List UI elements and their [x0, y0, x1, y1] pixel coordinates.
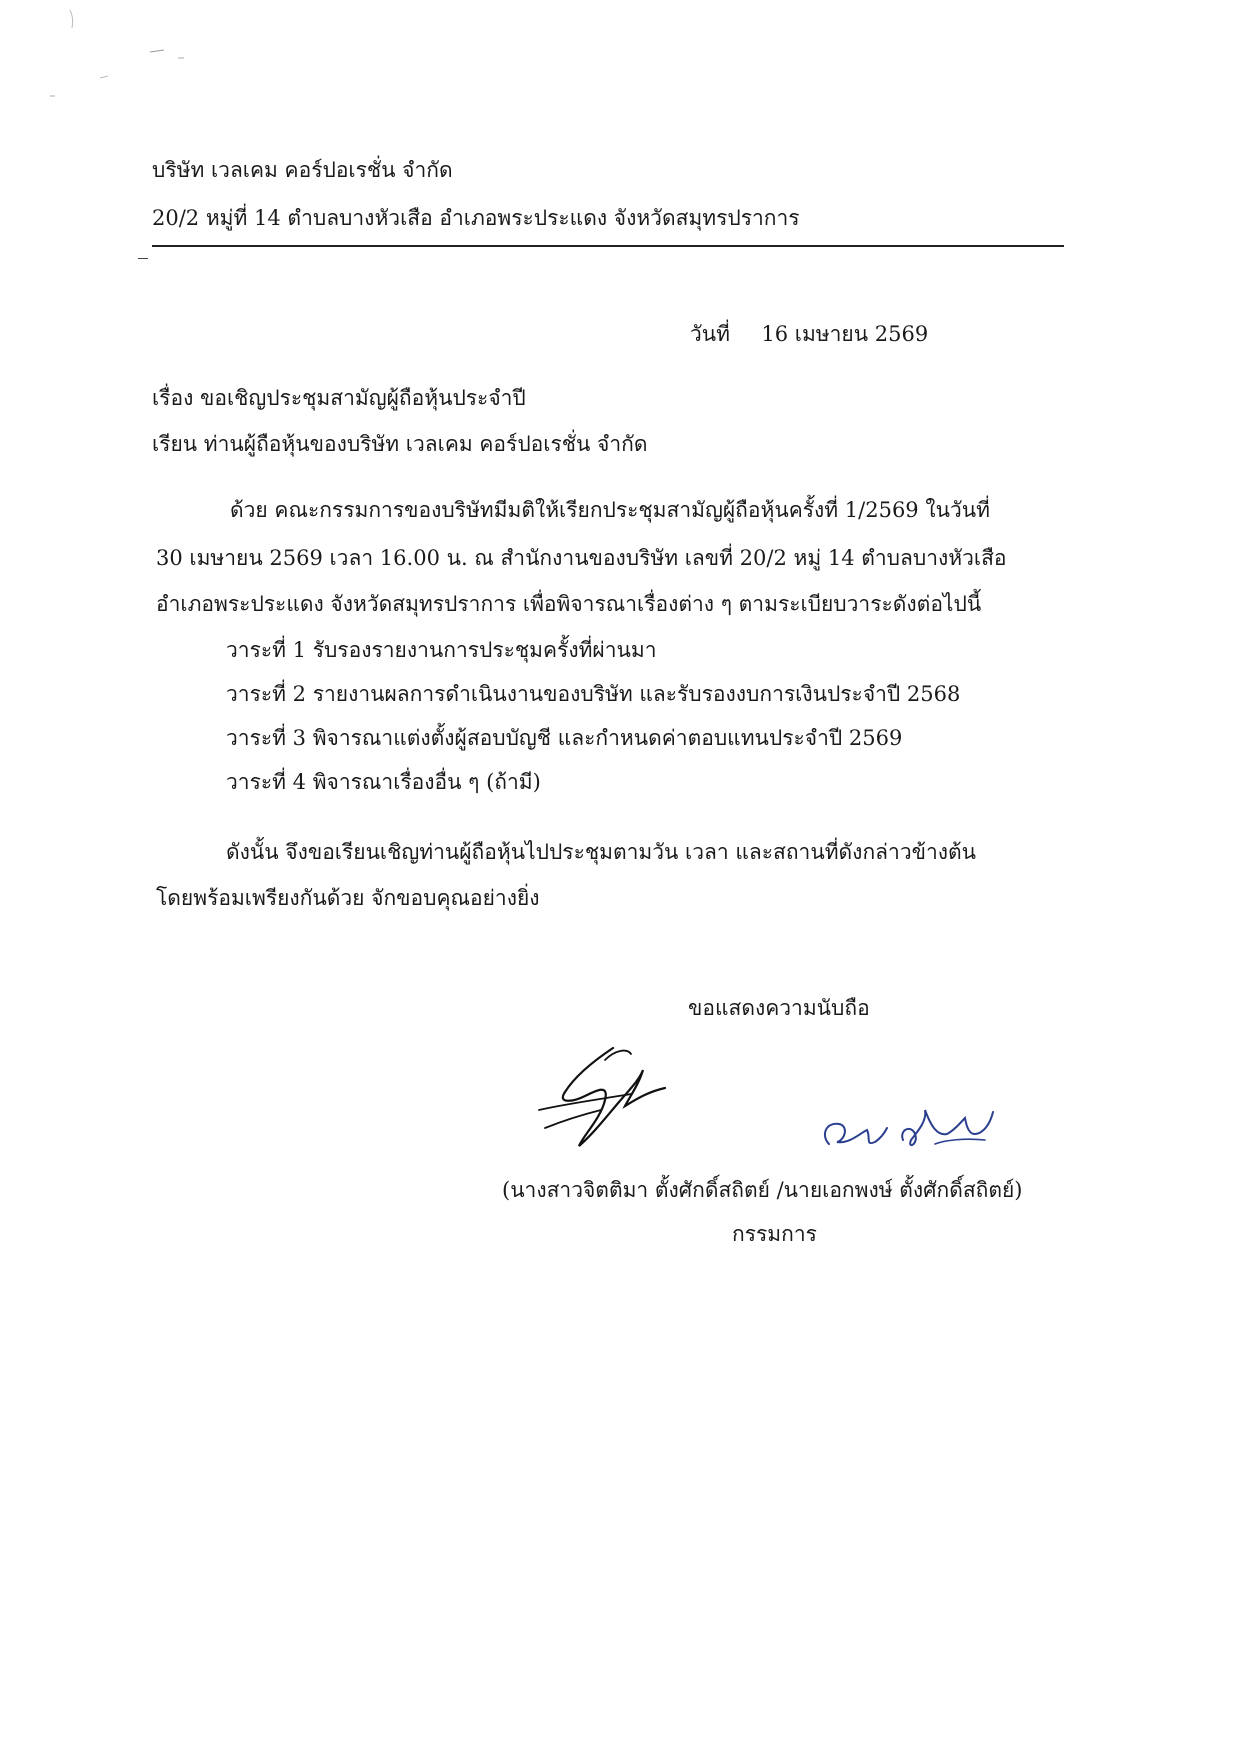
agenda-item: วาระที่ 1 รับรองรายงานการประชุมครั้งที่ผ่านมา: [226, 638, 657, 662]
signatory-names: (นางสาวจิตติมา ตั้งศักดิ์สถิตย์ /นายเอกพงษ์ ตั้งศักดิ์สถิตย์): [502, 1178, 1023, 1202]
date-label: วันที่: [690, 322, 730, 346]
date-value: 16 เมษายน 2569: [761, 322, 929, 346]
company-address: 20/2 หมู่ที่ 14 ตำบลบางหัวเสือ อำเภอพระประแดง จังหวัดสมุทรปราการ: [152, 206, 800, 230]
letterhead-divider: [152, 245, 1064, 247]
agenda-item: วาระที่ 2 รายงานผลการดำเนินงานของบริษัท และรับรองงบการเงินประจำปี 2568: [226, 682, 961, 706]
company-name: บริษัท เวลเคม คอร์ปอเรชั่น จำกัด: [152, 158, 453, 182]
scan-dash-mark: [138, 258, 148, 259]
closing-line: โดยพร้อมเพรียงกันด้วย จักขอบคุณอย่างยิ่ง: [156, 886, 540, 910]
recipient-line: เรียน ท่านผู้ถือหุ้นของบริษัท เวลเคม คอร์ปอเรชั่น จำกัด: [152, 432, 648, 456]
body-line: อำเภอพระประแดง จังหวัดสมุทรปราการ เพื่อพิจารณาเรื่องต่าง ๆ ตามระเบียบวาระดังต่อไปนี้: [156, 592, 982, 616]
subject-line: เรื่อง ขอเชิญประชุมสามัญผู้ถือหุ้นประจำปี: [152, 386, 526, 410]
agenda-item: วาระที่ 4 พิจารณาเรื่องอื่น ๆ (ถ้ามี): [226, 770, 541, 794]
signature-blue: [815, 1100, 1005, 1170]
agenda-item: วาระที่ 3 พิจารณาแต่งตั้งผู้สอบบัญชี และกำหนดค่าตอบแทนประจำปี 2569: [226, 726, 903, 750]
body-line: ด้วย คณะกรรมการของบริษัทมีมติให้เรียกประชุมสามัญผู้ถือหุ้นครั้งที่ 1/2569 ในวันที่: [230, 498, 990, 522]
salutation: ขอแสดงความนับถือ: [688, 996, 870, 1020]
scan-artifact-marks: [40, 0, 240, 120]
closing-line: ดังนั้น จึงขอเรียนเชิญท่านผู้ถือหุ้นไปประชุมตามวัน เวลา และสถานที่ดังกล่าวข้างต้น: [226, 840, 977, 864]
body-line: 30 เมษายน 2569 เวลา 16.00 น. ณ สำนักงานของบริษัท เลขที่ 20/2 หมู่ 14 ตำบลบางหัวเสือ: [156, 546, 1007, 570]
date-line: [690, 320, 928, 348]
signature-black: [535, 1040, 675, 1160]
signatory-title: กรรมการ: [732, 1222, 817, 1246]
